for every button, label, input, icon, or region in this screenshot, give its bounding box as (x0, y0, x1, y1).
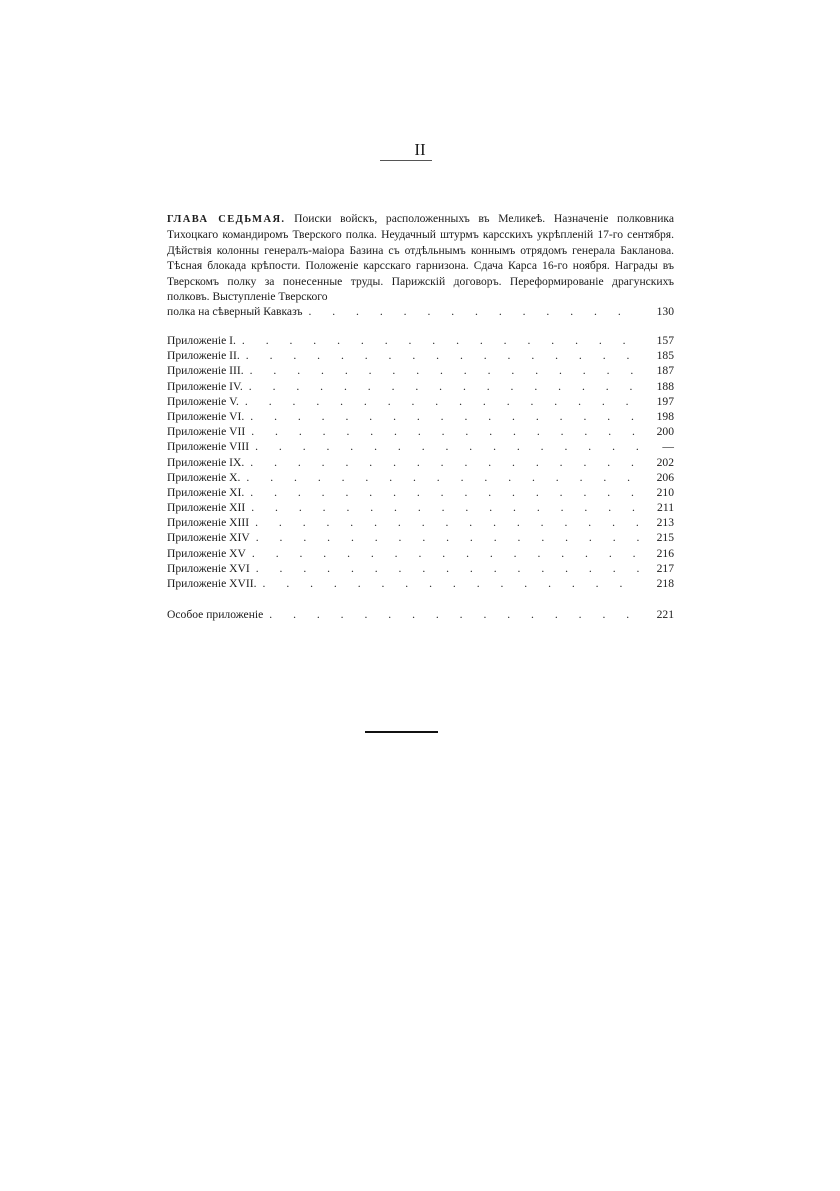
appendix-label: Приложеніе XIV (167, 531, 250, 545)
chapter-page-number: 130 (656, 305, 674, 319)
dot-leader (269, 607, 640, 622)
dot-leader (263, 576, 640, 591)
appendix-label: Приложеніе III. (167, 364, 244, 378)
appendix-page-number: 198 (656, 409, 674, 423)
page-number: II (414, 140, 426, 159)
dot-leader (251, 500, 640, 515)
appendix-label: Приложеніе II. (167, 349, 240, 363)
appendix-entry (167, 439, 674, 454)
page-number-underline (380, 160, 432, 161)
dot-leader (250, 455, 640, 470)
dot-leader (308, 304, 640, 319)
appendix-page-number: 206 (656, 470, 674, 484)
appendix-label: Приложеніе VI. (167, 409, 245, 423)
chapter-entry (167, 211, 674, 320)
appendix-entry (167, 409, 674, 424)
special-appendix-page: 221 (656, 608, 674, 621)
appendix-label: Приложеніе XI. (167, 485, 245, 499)
appendix-entry (167, 363, 674, 378)
appendix-page-number: 185 (656, 349, 674, 363)
chapter-text: Поиски войскъ, расположенныхъ въ Меликеѣ. Назначеніе полковника Тихоцкаго командиромъ Тверского полка. Неудачный штурмъ карсскихъ укрѣпленій 17-го сентября. Дѣйствія колонны генералъ-маіора Базина съ отдѣльнымъ коннымъ отрядомъ генерала Бакланова. Тѣсная блокада крѣпости. Положеніе карсскаго гарнизона. Сдача Карса 16-го ноября. Награды въ Тверскомъ полку за понесенные труды. Парижскій договоръ. Переформированіе драгунскихъ полковъ. Выступленіе Тверского (167, 212, 675, 304)
appendix-page-number: 218 (656, 577, 674, 590)
appendix-entry (167, 394, 674, 409)
appendix-page-number: 213 (656, 516, 674, 530)
appendix-page-number: 188 (656, 379, 674, 393)
chapter-last-line-text: полка на сѣверный Кавказъ (167, 305, 303, 319)
appendix-page-number: 200 (656, 425, 674, 439)
dot-leader (252, 546, 640, 561)
appendix-page-number: 215 (656, 531, 674, 545)
appendix-page-number: 157 (656, 334, 674, 347)
dot-leader (249, 379, 640, 394)
appendix-entry (167, 576, 674, 591)
appendix-entry (167, 348, 674, 363)
chapter-last-line (167, 304, 674, 319)
dot-leader (250, 485, 640, 500)
appendix-page-number: 187 (656, 364, 674, 378)
end-rule (365, 731, 438, 733)
chapter-heading: ГЛАВА СЕДЬМАЯ. (167, 214, 286, 225)
appendix-page-number: 202 (656, 455, 674, 469)
appendix-list (167, 333, 674, 591)
special-appendix-entry (167, 607, 674, 622)
dot-leader (251, 424, 640, 439)
appendix-entry (167, 470, 674, 485)
dot-leader (250, 363, 640, 378)
dot-leader (246, 348, 640, 363)
appendix-entry (167, 485, 674, 500)
appendix-entry (167, 546, 674, 561)
dot-leader (250, 409, 640, 424)
appendix-entry (167, 379, 674, 394)
appendix-entry (167, 500, 674, 515)
appendix-label: Приложеніе X. (167, 470, 241, 484)
appendix-label: Приложеніе IX. (167, 455, 245, 469)
appendix-page-number: 210 (656, 485, 674, 499)
appendix-page-number: 211 (657, 501, 674, 515)
appendix-label: Приложеніе IV. (167, 379, 243, 393)
appendix-label: Приложеніе V. (167, 394, 239, 408)
appendix-label: Приложеніе XIII (167, 516, 250, 530)
dot-leader (246, 470, 640, 485)
dot-leader (245, 394, 640, 409)
appendix-label: Приложеніе VIII (167, 440, 250, 454)
appendix-entry (167, 333, 674, 348)
appendix-entry (167, 424, 674, 439)
appendix-entry (167, 530, 674, 545)
appendix-entry (167, 455, 674, 470)
dot-leader (255, 515, 640, 530)
appendix-label: Приложеніе XII (167, 501, 246, 515)
dot-leader (256, 530, 640, 545)
appendix-label: Приложеніе I. (167, 334, 236, 347)
appendix-entry (167, 515, 674, 530)
chapter-summary (167, 211, 674, 304)
special-appendix-label: Особое приложеніе (167, 608, 264, 621)
appendix-page-number: — (662, 440, 674, 454)
dot-leader (256, 561, 640, 576)
appendix-entry (167, 561, 674, 576)
appendix-label: Приложеніе XVI (167, 561, 250, 575)
appendix-label: Приложеніе VII (167, 425, 246, 439)
appendix-page-number: 216 (656, 546, 674, 560)
dot-leader (242, 333, 640, 348)
appendix-page-number: 197 (656, 394, 674, 408)
dot-leader (255, 439, 640, 454)
appendix-label: Приложеніе XV (167, 546, 246, 560)
appendix-page-number: 217 (656, 561, 674, 575)
appendix-label: Приложеніе XVII. (167, 577, 257, 590)
